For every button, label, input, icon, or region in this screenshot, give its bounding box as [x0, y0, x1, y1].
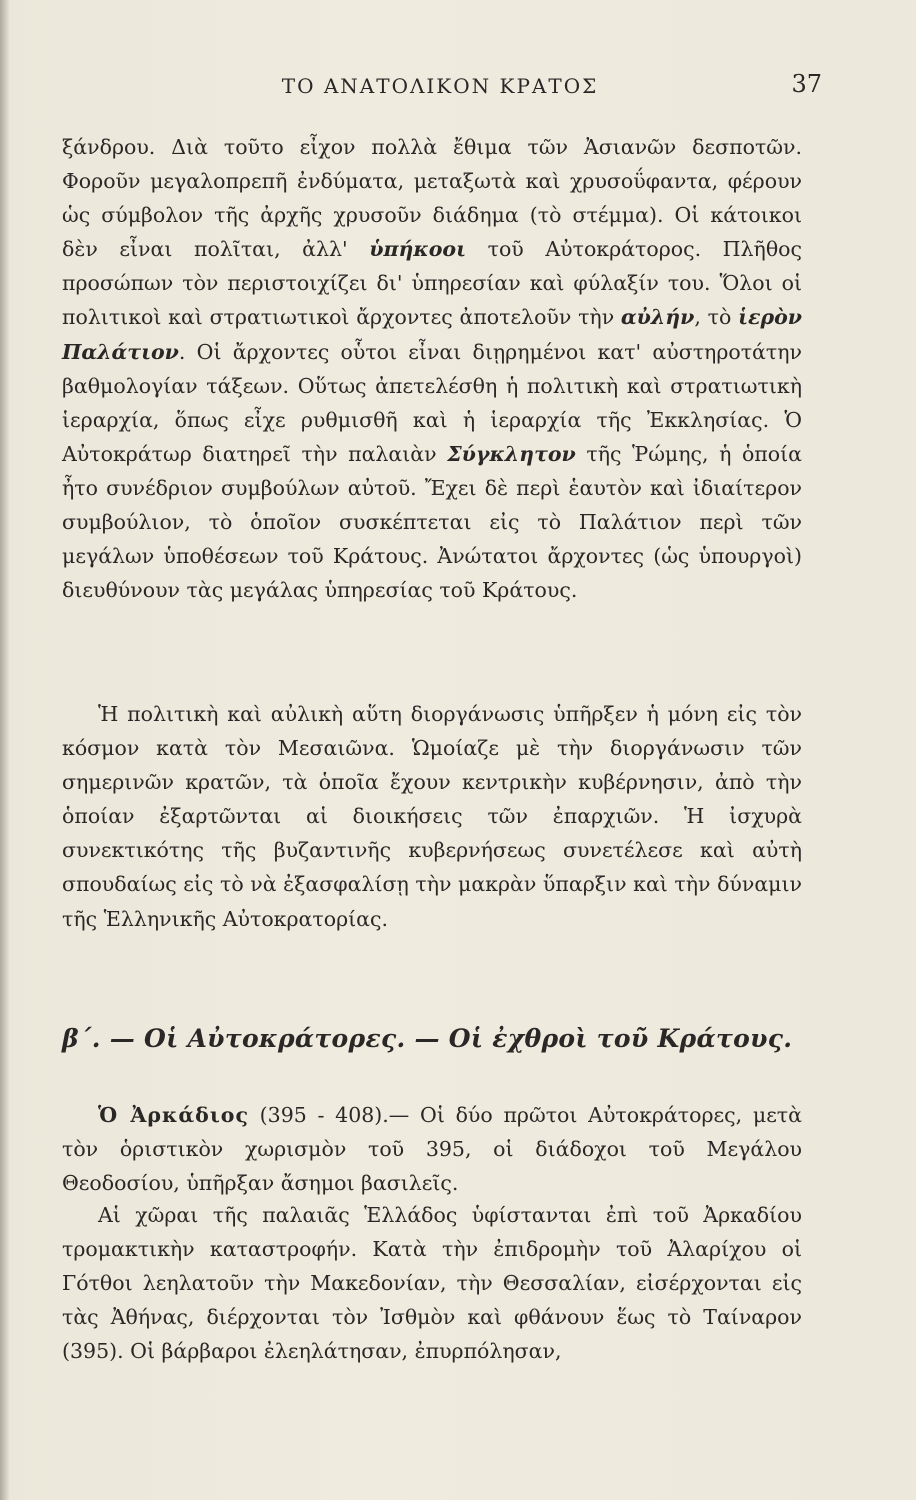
text-run: , τὸ: [694, 305, 739, 330]
paragraph-4: [62, 1198, 802, 1368]
emphasis-term: Σύγκλητον: [447, 441, 576, 466]
paragraph-2-text: Ἡ πολιτικὴ καὶ αὐλικὴ αὕτη διοργάνωσις ὑπῆρξεν ἡ μόνη εἰς τὸν κόσμον κατὰ τὸν Μεσαιῶνα. Ὡμοίαζε μὲ τὴν διοργάνωσιν τῶν σημερινῶν κρατῶν, τὰ ὁποῖα ἔχουν κεντρικὴν κυβέρνησιν, ἀπὸ τὴν ὁποίαν ἐξαρτῶνται αἱ διοικήσεις τῶν ἐπαρχιῶν. Ἡ ἰσχυρὰ συνεκτικότης τῆς βυζαντινῆς κυβερνήσεως συνετέλεσε καὶ αὐτὴ σπουδαίως εἰς τὸ νὰ ἐξασφαλίσῃ τὴν μακρὰν ὕπαρξιν καὶ τὴν δύναμιν τῆς Ἑλληνικῆς Αὐτοκρατορίας.: [62, 702, 802, 931]
running-title: ΤΟ ΑΝΑΤΟΛΙΚΟΝ ΚΡΑΤΟΣ: [281, 74, 599, 98]
emphasis-term: ἱερὸν Παλάτιον: [62, 305, 802, 364]
text-run: τῆς Ῥώμης, ἡ ὁποία ἦτο συνέδριον συμβούλων αὐτοῦ. Ἔχει δὲ περὶ ἑαυτὸν καὶ ἰδιαίτερον συμβούλιον, τὸ ὁποῖον συσκέπτεται εἰς τὸ Παλάτιον περὶ τῶν μεγάλων ὑποθέσεων τοῦ Κράτους. Ἀνώτατοι ἄρχοντες (ὡς ὑπουργοὶ) διευθύνουν τὰς μεγάλας ὑπηρεσίας τοῦ Κράτους.: [62, 441, 802, 603]
paragraph-3: [62, 1098, 802, 1200]
page-number: 37: [791, 70, 822, 98]
section-heading: β΄. — Οἱ Αὐτοκράτορες. — Οἱ ἐχθροὶ τοῦ Κράτους.: [62, 1024, 793, 1053]
text-run: (395 - 408).— Οἱ δύο πρῶτοι Αὐτοκράτορες, μετὰ τὸν ὁριστικὸν χωρισμὸν τοῦ 395, οἱ διάδοχοι τοῦ Μεγάλου Θεοδοσίου, ὑπῆρξαν ἄσημοι βασιλεῖς.: [62, 1103, 802, 1196]
paragraph-1: [62, 130, 802, 607]
text-run: τοῦ Αὐτοκράτορος. Πλῆθος προσώπων τὸν περιστοιχίζει δι' ὑπηρεσίαν καὶ φύλαξίν του. Ὅλοι οἱ πολιτικοὶ καὶ στρατιωτικοὶ ἄρχοντες ἀποτελοῦν τὴν: [62, 237, 803, 330]
page-header: [60, 70, 822, 104]
binding-shadow: [0, 0, 10, 1500]
paragraph-4-text: Αἱ χῶραι τῆς παλαιᾶς Ἑλλάδος ὑφίστανται ἐπὶ τοῦ Ἀρκαδίου τρομακτικὴν καταστροφήν. Κατὰ τὴν ἐπιδρομὴν τοῦ Ἀλαρίχου οἱ Γότθοι λεηλατοῦν τὴν Μακεδονίαν, τὴν Θεσσαλίαν, εἰσέρχονται εἰς τὰς Ἀθήνας, διέρχονται τὸν Ἰσθμὸν καὶ φθάνουν ἕως τὸ Ταίναρον (395). Οἱ βάρβαροι ἐλεηλάτησαν, ἐπυρπόλησαν,: [62, 1203, 802, 1364]
emphasis-term: ὑπήκοοι: [369, 237, 467, 262]
text-run: ξάνδρου. Διὰ τοῦτο εἶχον πολλὰ ἔθιμα τῶν Ἀσιανῶν δεσποτῶν. Φοροῦν μεγαλοπρεπῆ ἐνδύματα, μεταξωτὰ καὶ χρυσοΰφαντα, φέρουν ὡς σύμβολον τῆς ἀρχῆς χρυσοῦν διάδημα (τὸ στέμμα). Οἱ κάτοικοι δὲν εἶναι πολῖται, ἀλλ': [62, 135, 802, 262]
paragraph-2: [62, 697, 802, 936]
text-run: . Οἱ ἄρχοντες οὗτοι εἶναι διῃρημένοι κατ' αὐστηροτάτην βαθμολογίαν τάξεων. Οὕτως ἀπετελέσθη ἡ πολιτικὴ καὶ στρατιωτικὴ ἱεραρχία, ὅπως εἶχε ρυθμισθῆ καὶ ἡ ἱεραρχία τῆς Ἐκκλησίας. Ὁ Αὐτοκράτωρ διατηρεῖ τὴν παλαιὰν: [62, 339, 802, 466]
paragraph-lead-name: Ὁ Ἀρκάδιος: [98, 1103, 249, 1127]
emphasis-term: αὐλήν: [620, 305, 695, 330]
